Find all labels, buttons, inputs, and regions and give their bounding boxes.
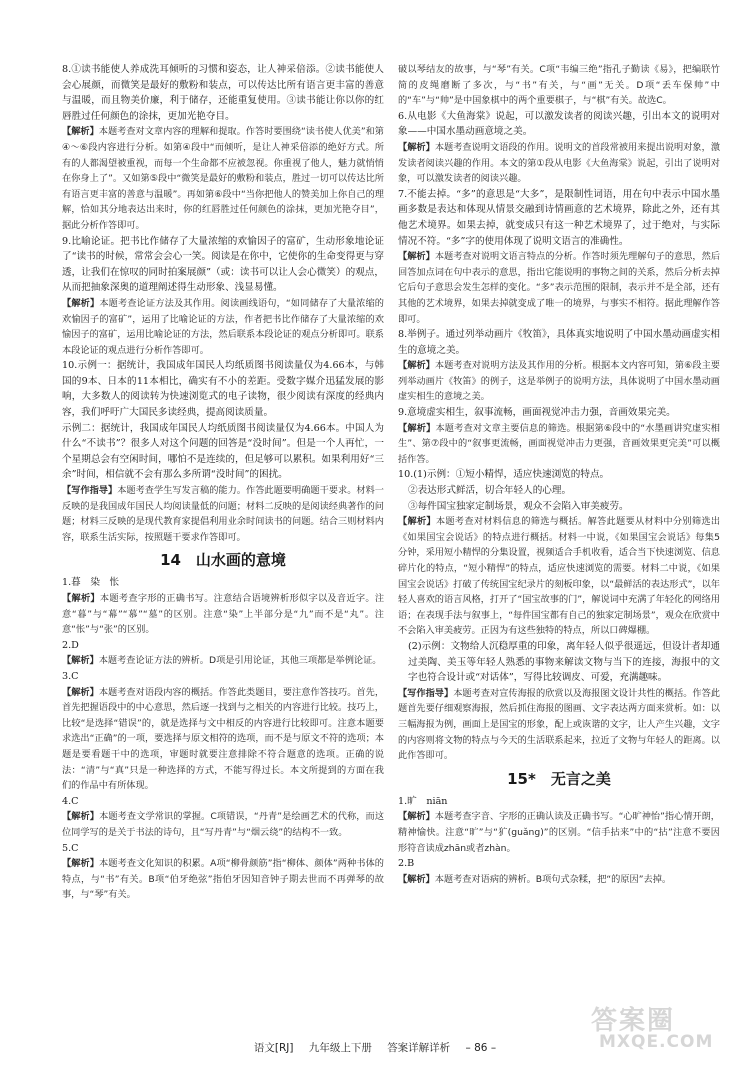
analysis-tag: 【解析】 — [62, 811, 100, 823]
footer-page-number: – 86 – — [465, 1042, 497, 1054]
answer-8-right: 8.举例子。通过列举动画片《牧笛》，具体真实地说明了中国水墨动画虚实相生的意境之美。 — [398, 329, 720, 356]
answer-10-2: (2)示例：文物给人沉稳厚重的印象，离年轻人似乎很遥远，但设计者却通过美陶、美玉等年轻人熟悉的事物来解读文物与当下的连接，海报中的文字也符合设计或“对话体”，写得比较调皮、可爱，充满趣味。 — [408, 640, 720, 684]
s15-analysis-2 — [398, 872, 720, 888]
analysis-tag: 【解析】 — [398, 516, 436, 528]
writing-guide-text: 本题考查学生写发言稿的能力。作答此题要明确题干要求。材料一反映的是我国成年国民人均阅读量低的问题；材料二反映的是阅读经典著作的问题；材料三反映的是现代教育家提倡利用业余时间读书的问题。结合三则材料内容，联系生活实际，按照题干要求作答即可。 — [62, 485, 384, 543]
analysis-tag: 【解析】 — [398, 251, 435, 263]
right-column — [398, 62, 720, 887]
s14-answer-3: 3.C — [62, 670, 79, 682]
analysis-10-1 — [398, 514, 720, 639]
analysis-text: 本题考查说明文语段的作用。说明文的首段常被用来提出说明对象，激发读者阅读兴趣的作用。本文的第①段从电影《大鱼海棠》说起，引出了说明对象，可以激发读者的阅读兴趣。 — [398, 141, 721, 185]
footer-desc: 答案详解详析 — [387, 1042, 451, 1054]
analysis-tag: 【解析】 — [62, 126, 99, 138]
analysis-text: 本题考查文学常识的掌握。C项错误，“丹青”是绘画艺术的代称，而这位同学写的是关于书法的诗句，且“写丹青”与“烟云绕”的结构不一致。 — [62, 811, 385, 838]
footer-subject: 语文[RJ] — [253, 1042, 294, 1054]
analysis-text: 本题考查对材料信息的筛选与概括。解答此题要从材料中分别筛选出《如果国宝会说话》的特点进行概括。材料一中说，《如果国宝会说话》每集5分钟，采用短小精悍的分集设置，视频适合手机收看，适合当下快速浏览、信息碎片化的特点，“短小精悍”的特点，适应快速浏览的需要。材料二中说，《如果国宝会说话》打破了传统国宝纪录片的刻板印象，以“最鲜活的表达形式”，以年轻人喜欢的语言风格，打开了“国宝故事的门”，解说词中充满了年轻化的网络用语；在表现手法与叙事上，“每件国宝都有自己的独家定制场景”，观众在欣赏中不会陷入审美疲劳。正因为有这些独特的特点，所以口碑爆棚。 — [398, 516, 721, 637]
analysis-text: 本题考查对文章主要信息的筛选。根据第⑥段中的“水墨画讲究虚实相生”、第⑦段中的“叙事更流畅，画面视觉冲击力更强，音画效果更完美”可以概括作答。 — [398, 422, 720, 465]
analysis-tag: 【解析】 — [398, 811, 435, 823]
answer-6: 6.从电影《大鱼海棠》说起，可以激发读者的阅读兴趣，引出本文的说明对象——中国水墨动画意境之美。 — [398, 110, 720, 138]
analysis-text: 本题考查字音、字形的正确认读及正确书写。“心旷神怡”指心情开朗，精神愉快。注意“旷”与“犷(guǎng)”的区别。“信手拈来”中的“拈”注意不要因形符音读成zhān或者zhàn。 — [398, 811, 720, 854]
writing-guide-tag: 【写作指导】 — [62, 485, 118, 497]
s14-analysis-2 — [62, 653, 384, 669]
section-14-title: 14 山水画的意境 — [160, 551, 286, 570]
analysis-tag: 【解析】 — [62, 686, 99, 698]
analysis-5-continued: 破以琴结友的故事，与“琴”有关。C项“韦编三绝”指孔子勤读《易》，把编联竹简的皮绳磨断了多次，与“书”有关，与“画”无关。D项“丢车保帅”中的“车”与“帅”是中国象棋中的两个重要棋子，与“棋”有关。故选C。 — [398, 64, 720, 107]
watermark-line-2: MXQE.COM — [599, 1032, 714, 1052]
answer-9-right: 9.意境虚实相生，叙事流畅，画面视觉冲击力强，音画效果完美。 — [398, 407, 676, 419]
analysis-tag: 【解析】 — [398, 422, 436, 434]
analysis-text: 本题考查对语病的辨析。B项句式杂糅，把“的原因”去掉。 — [434, 873, 672, 885]
s14-analysis-4 — [62, 809, 384, 840]
analysis-tag: 【解析】 — [62, 593, 100, 604]
answer-7: 7.不能去掉。“多”的意思是“大多”，是限制性词语，用在句中表示中国水墨画多数是表达和体现从情景交融到诗情画意的艺术境界，除此之外，还有其他艺术境界。如果去掉，就变成只有这一种艺术境界了，过于绝对，与实际情况不符。“多”字的使用体现了说明文语言的准确性。 — [398, 188, 720, 247]
s15-answer-2: 2.B — [398, 858, 415, 870]
analysis-8-right — [398, 358, 720, 405]
s14-answer-4: 4.C — [62, 795, 79, 807]
watermark-line-1: 答案圈 — [591, 1006, 676, 1036]
analysis-text: 本题考查文化知识的积累。A项“柳骨颜筋”指“柳体、颜体”两种书体的特点，与“书”有关。B项“伯牙绝弦”指伯牙因知音钟子期去世而不再弹琴的故事，与“琴”有关。 — [62, 858, 384, 901]
analysis-text: 本题考查论证方法的辨析。D项是引用论证，其他三项都是举例论证。 — [98, 655, 382, 667]
answer-10-example-1: 10.示例一：据统计，我国成年国民人均纸质图书阅读量仅为4.66本，与韩国的9本、日本的11本相比，确实有不小的差距。受数字媒介迅猛发展的影响，大多数人的阅读转为快速浏览式的电子读物，很少阅读有深度的经典内容，我们呼吁广大国民多读经典，提高阅读质量。 — [62, 360, 384, 419]
analysis-text: 本题考查对说明方法及其作用的分析。根据本文内容可知，第⑥段主要列举动画片《牧笛》的例子，这是举例子的说明方法，具体说明了中国水墨动画虚实相生的意境之美。 — [398, 360, 720, 403]
writing-guide-text: 本题考查对宣传海报的欣赏以及海报图文设计共性的概括。作答此题首先要仔细观察海报，然后抓住海报的图画、文字表达两方面来赏析。如：以三幅海报为例，画面上是国宝的形象，配上或诙谐的文字，让人产生兴趣，文字的内容则将文物的特点与今天的生活联系起来，拉近了文物与年轻人的距离。以此作答即可。 — [398, 687, 720, 762]
analysis-text: 本题考查字形的正确书写。注意结合语境辨析形似字以及音近字。注意“暮”与“幕”“慕”“墓”的区别。注意“染”上半部分是“九”而不是“丸”。注意“怅”与“张”的区别。 — [62, 593, 385, 636]
footer-grade: 九年级上下册 — [308, 1042, 372, 1054]
analysis-9 — [62, 296, 384, 358]
analysis-tag: 【解析】 — [398, 873, 435, 885]
s14-answer-2: 2.D — [62, 639, 79, 651]
s14-analysis-1 — [62, 591, 384, 638]
left-column — [62, 62, 384, 903]
s14-answer-1: 1.暮 染 怅 — [62, 577, 120, 589]
s15-analysis-1 — [398, 809, 720, 856]
answer-8: 8.①读书能使人养成洗耳倾听的习惯和姿态，让人神采倍添。②读书能使人会心展颜，而微笑是最好的敷粉和装点，可以传达比所有语言更丰富的善意与温暖，而且物美价廉，利于储存，还能重复使用。③读书能让你以你的红唇胜过任何颜色的涂抹，更加光艳夺目。 — [62, 64, 384, 122]
answer-10-1-b: ②表达形式鲜活，切合年轻人的心理。 — [408, 485, 572, 497]
watermark-logo — [585, 1000, 735, 1060]
analysis-tag: 【解析】 — [62, 858, 100, 870]
writing-guide-tag: 【写作指导】 — [398, 687, 454, 699]
answer-9: 9.比喻论证。把书比作储存了大量浓缩的欢愉因子的富矿，生动形象地论证了“读书的时候，常常会会心一笑。阅读是在你中，它使你的生命变得更与穿透，让我们在惊叹的同时拍案展颜”（或：读书可以让人会心微笑）的观点，从而把抽象深奥的道理阐述得生动形象、浅显易懂。 — [62, 235, 384, 294]
answer-10-1-a: 10.(1)示例：①短小精悍，适应快速浏览的特点。 — [398, 469, 610, 481]
s15-answer-1: 1.旷 niān — [398, 795, 448, 807]
analysis-6 — [398, 140, 720, 187]
s14-analysis-5 — [62, 856, 384, 903]
analysis-tag: 【解析】 — [62, 655, 99, 667]
s14-analysis-3 — [62, 685, 384, 794]
analysis-text: 本题考查对说明文语言特点的分析。作答时须先理解句子的意思，然后回答加点词在句中表示的意思，指出它能说明的事物之间的关系，然后分析去掉它后句子意思会发生怎样的变化。“多”表示范围的限制，表示并不是全部，还有其他的艺术境界，如果去掉就变成了唯一的境界，与事实不相符。据此理解作答即可。 — [398, 251, 721, 325]
analysis-text: 本题考查对语段内容的概括。作答此类题目，要注意作答技巧。首先，首先把握语段中的中心意思，然后逐一找到与之相关的内容进行比较。技巧上，比较“是选择“错误”的，就是选择与文中相反的内容进行比较即可。注意本题要求选出“正确”的一项，要选择与原文相符的选项，而不是与原文不符的选项；本题是要看题干中的选项，审题时就要注意排除不符合题意的选项。正确的说法：“清”与“真”只是一种选择的方式，不能写得过长。本文所提到的方面在我们的作品中有所体现。 — [62, 686, 385, 792]
analysis-tag: 【解析】 — [62, 297, 100, 309]
answer-10-1-c: ③每件国宝独家定制场景，观众不会陷入审美疲劳。 — [408, 500, 629, 512]
s14-answer-5: 5.C — [62, 842, 79, 854]
analysis-tag: 【解析】 — [398, 360, 435, 372]
analysis-9-right — [398, 421, 720, 468]
writing-guide-10 — [62, 483, 384, 545]
writing-guide-10-2 — [398, 686, 720, 764]
analysis-text: 本题考查论证方法及其作用。阅读画线语句，“如同储存了大量浓缩的欢愉因子的富矿”，运用了比喻论证的方法，作者把书比作储存了大量浓缩的欢愉因子的富矿，运用比喻论证的方法，然后联系本段论证的观点分析即可。联系本段论证的观点进行分析作答即可。 — [62, 297, 384, 356]
analysis-8 — [62, 124, 384, 233]
section-15-title: 15* 无言之美 — [507, 769, 611, 788]
analysis-tag: 【解析】 — [398, 141, 435, 153]
analysis-7 — [398, 249, 720, 327]
analysis-text: 本题考查对文章内容的理解和提取。作答时要围绕“读书使人优美”和第④～⑥段内容进行分析。如第④段中“而倾听，是让人神采倍添的绝好方式。所有的人都渴望被重视，而每一个生命都不应被忽视。你重视了他人，魅力就悄悄在你身上了”。又如第⑤段中“微笑是最好的敷粉和装点，胜过一切可以传达比所有语言更丰富的善意与温暖”。再如第⑥段中“当你把他人的赞美加上你自己的理解，恰如其分地表达出来时，你的红唇胜过任何颜色的涂抹，更加光艳夺目”，据此分析作答即可。 — [62, 126, 384, 231]
answer-10-example-2: 示例二：据统计，我国成年国民人均纸质图书阅读量仅为4.66本。中国人为什么“不读书”？很多人对这个问题的回答是“没时间”。但是一个人再忙，一个星期总会有空闲时间，哪怕不是连续的，但足够可以累积。如果利用好“三余”时间，相信就不会有那么多所谓“没时间”的困扰。 — [62, 422, 384, 481]
